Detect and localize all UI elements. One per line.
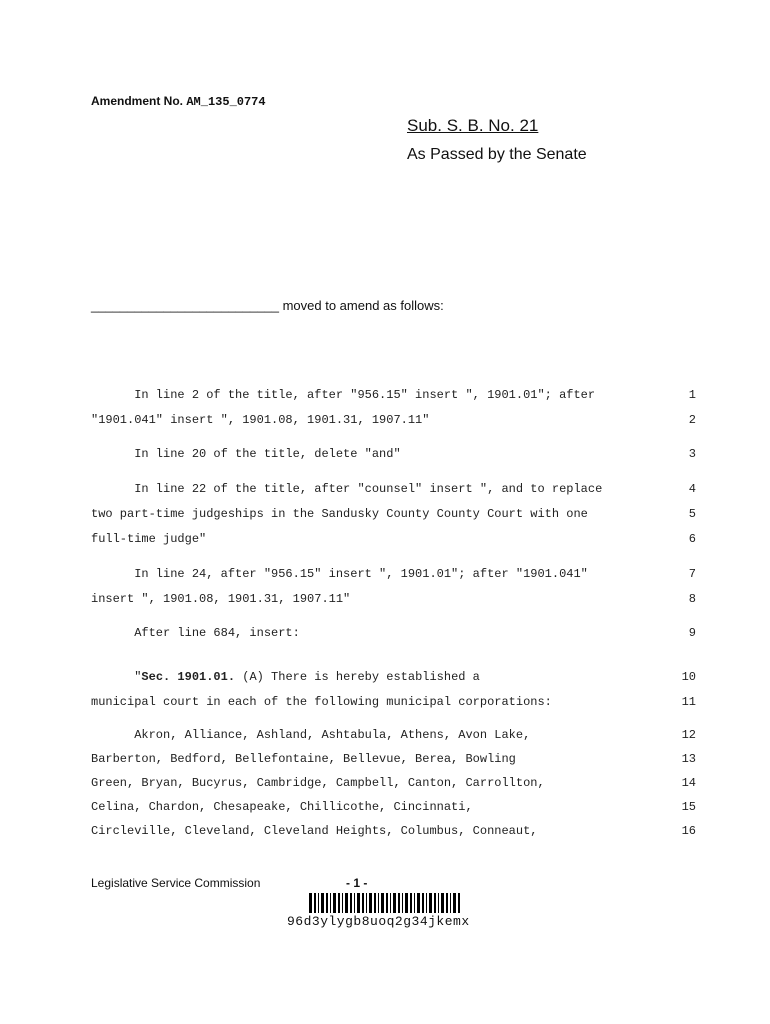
barcode-text: 96d3ylygb8uoq2g34jkemx xyxy=(287,914,470,929)
line-number: 1 xyxy=(688,388,696,402)
body-line xyxy=(91,507,651,521)
bill-status: As Passed by the Senate xyxy=(407,146,587,163)
amendment-number xyxy=(91,94,266,109)
bill-title: Sub. S. B. No. 21 xyxy=(407,116,539,135)
footer-agency: Legislative Service Commission xyxy=(91,876,261,890)
section-heading: Sec. 1901.01. xyxy=(141,670,236,684)
body-line xyxy=(91,800,651,814)
body-line-text: Akron, Alliance, Ashland, Ashtabula, Athens, Avon Lake, xyxy=(91,728,531,742)
body-line-text: In line 22 of the title, after "counsel" insert ", and to replace xyxy=(91,482,603,496)
body-line xyxy=(91,670,651,684)
mover-line: __________________________ moved to amend as follows: xyxy=(91,298,444,313)
line-number: 13 xyxy=(681,752,696,766)
body-line-text: Green, Bryan, Bucyrus, Cambridge, Campbell, Canton, Carrollton, xyxy=(91,776,545,790)
line-number: 11 xyxy=(681,695,696,709)
body-line xyxy=(91,482,651,496)
body-line-text: Circleville, Cleveland, Cleveland Heights, Columbus, Conneaut, xyxy=(91,824,538,838)
body-line xyxy=(91,592,651,606)
body-line-text: insert ", 1901.08, 1901.31, 1907.11" xyxy=(91,592,351,606)
body-line xyxy=(91,626,651,640)
body-line-text: "1901.041" insert ", 1901.08, 1901.31, 1907.11" xyxy=(91,413,430,427)
body-line xyxy=(91,824,651,838)
amendment-code: AM_135_0774 xyxy=(186,95,266,109)
body-line xyxy=(91,752,651,766)
line-number: 3 xyxy=(688,447,696,461)
body-line-text: municipal court in each of the following municipal corporations: xyxy=(91,695,552,709)
body-line xyxy=(91,567,651,581)
body-line-text: Barberton, Bedford, Bellefontaine, Bellevue, Berea, Bowling xyxy=(91,752,516,766)
footer-page-number: - 1 - xyxy=(346,876,368,890)
line-number: 8 xyxy=(688,592,696,606)
line-number: 5 xyxy=(688,507,696,521)
body-line xyxy=(91,388,651,402)
line-number: 10 xyxy=(681,670,696,684)
body-line-text: (A) There is hereby established a xyxy=(235,670,480,684)
body-line-text: two part-time judgeships in the Sandusky County County Court with one xyxy=(91,507,588,521)
body-line xyxy=(91,695,651,709)
line-number: 14 xyxy=(681,776,696,790)
barcode xyxy=(309,893,462,913)
body-line-text: In line 24, after "956.15" insert ", 1901.01"; after "1901.041" xyxy=(91,567,588,581)
line-number: 7 xyxy=(688,567,696,581)
body-line xyxy=(91,728,651,742)
body-line-text: In line 20 of the title, delete "and" xyxy=(91,447,401,461)
line-number: 12 xyxy=(681,728,696,742)
body-line-text: Celina, Chardon, Chesapeake, Chillicothe, Cincinnati, xyxy=(91,800,473,814)
body-line xyxy=(91,532,651,546)
body-line-text: In line 2 of the title, after "956.15" insert ", 1901.01"; after xyxy=(91,388,596,402)
line-number: 16 xyxy=(681,824,696,838)
amendment-label: Amendment No. xyxy=(91,94,184,108)
body-line-text: full-time judge" xyxy=(91,532,207,546)
line-number: 2 xyxy=(688,413,696,427)
body-line xyxy=(91,447,651,461)
body-line xyxy=(91,413,651,427)
line-number: 15 xyxy=(681,800,696,814)
body-line-prefix: " xyxy=(91,670,142,684)
line-number: 4 xyxy=(688,482,696,496)
line-number: 6 xyxy=(688,532,696,546)
line-number: 9 xyxy=(688,626,696,640)
body-line-text: After line 684, insert: xyxy=(91,626,300,640)
body-line xyxy=(91,776,651,790)
